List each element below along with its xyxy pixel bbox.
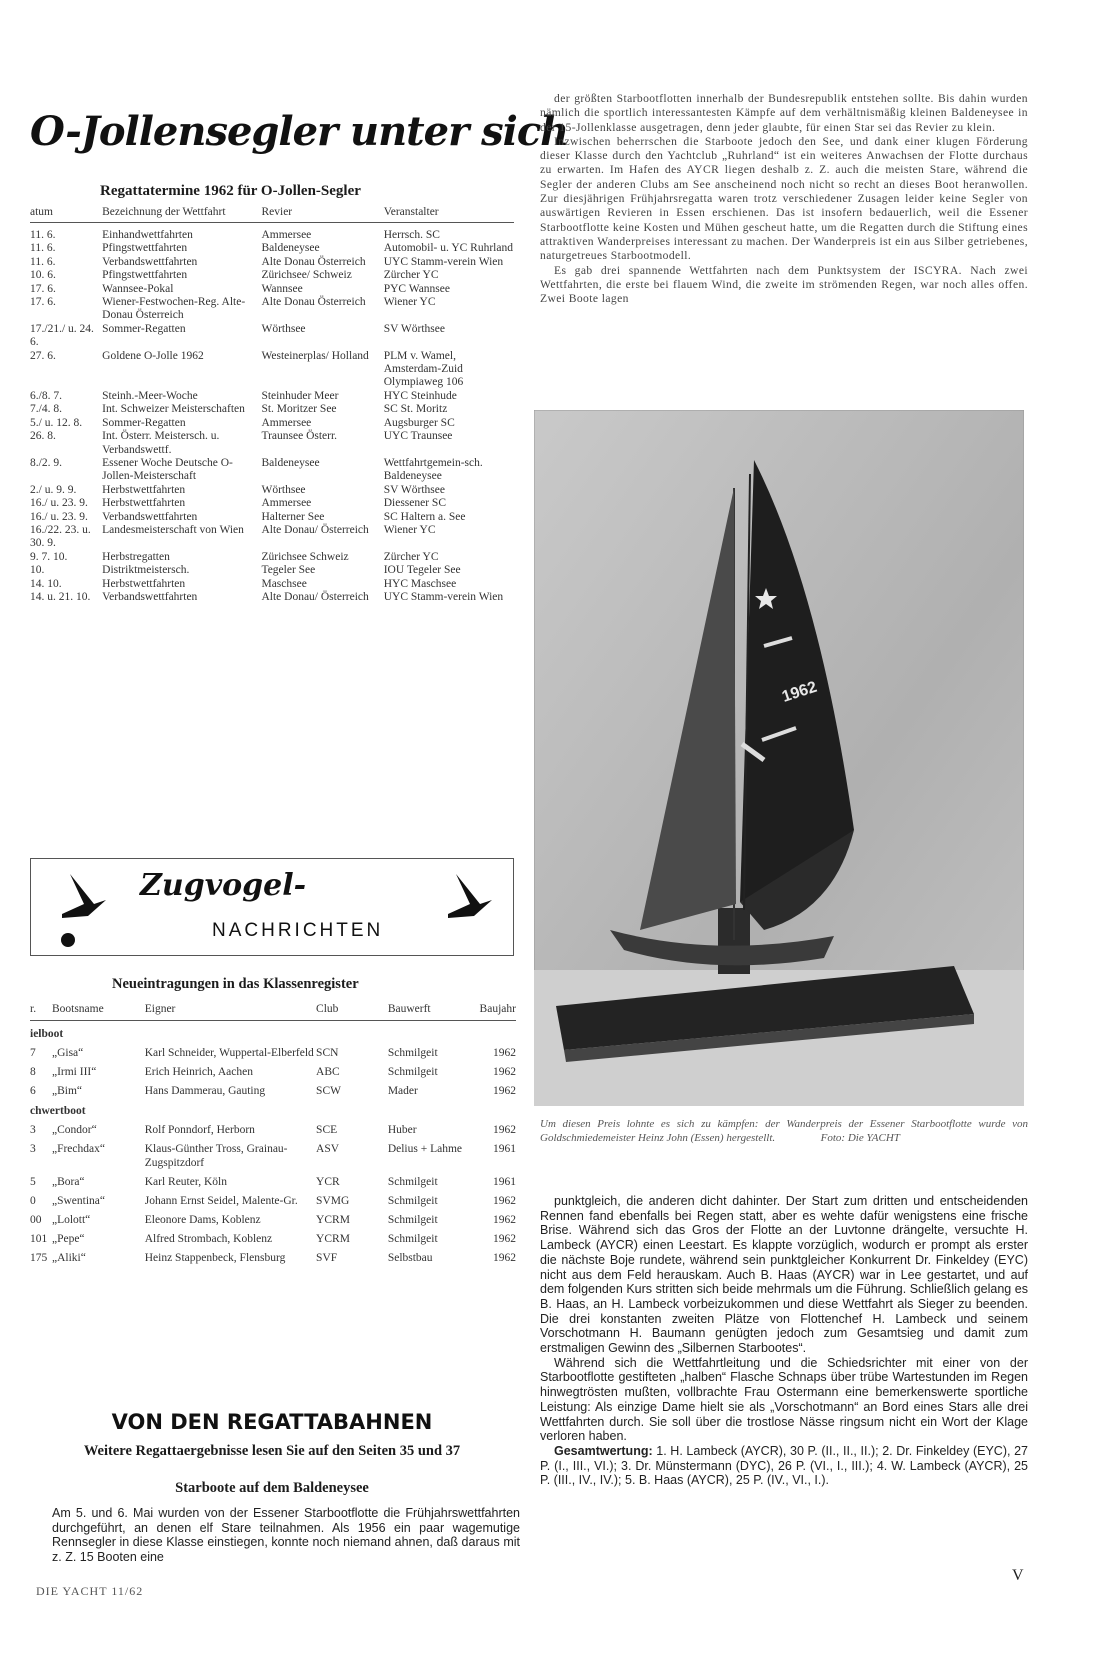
table-row (30, 1041, 516, 1060)
table-row (30, 430, 514, 457)
cell-bootsname: „Pepe“ (51, 1233, 85, 1245)
cell-organizer: UYC Stamm-verein Wien (383, 255, 504, 268)
cell-revier: Halterner See (261, 510, 325, 523)
col-bootsname: Bootsname (52, 1002, 145, 1021)
cell-bauwerft: Huber (387, 1124, 417, 1136)
cell-event: Distriktmeistersch. (102, 564, 190, 577)
cell-organizer: PYC Wannsee (383, 282, 450, 295)
cell-event: Herbstwettfahrten (102, 577, 186, 590)
section-heading-regattabahnen: VON DEN REGATTABAHNEN (111, 1410, 433, 1434)
section-row (30, 1098, 516, 1118)
cell-club: YCRM (316, 1233, 350, 1245)
cell-organizer: SV Wörthsee (383, 322, 445, 335)
table-row (30, 1079, 516, 1098)
cell-event: Einhandwettfahrten (102, 229, 193, 241)
cell-baujahr: 1962 (493, 1233, 516, 1245)
cell-revier: Alte Donau/ Österreich (261, 523, 369, 536)
cell-nr: 3 (30, 1124, 36, 1136)
cell-nr: 00 (30, 1214, 42, 1226)
cell-revier: Baldeneysee (261, 456, 320, 469)
table-row (30, 511, 514, 524)
cell-revier: Steinhuder Meer (261, 389, 339, 402)
cell-eigner: Johann Ernst Seidel, Malente-Gr. (144, 1195, 298, 1207)
cell-date: 2./ u. 9. 9. (30, 483, 77, 496)
cell-event: Int. Österr. Meistersch. u. Verbandswettf. (102, 430, 220, 456)
col-baujahr: Baujahr (480, 1002, 516, 1021)
cell-revier: Wörthsee (261, 483, 306, 496)
cell-revier: Ammersee (261, 229, 312, 241)
article-body (540, 1194, 1028, 1488)
table-row (30, 1208, 516, 1227)
cell-date: 17. 6. (30, 296, 56, 309)
col-bauwerft: Bauwerft (388, 1002, 480, 1021)
cell-revier: Wannsee (261, 282, 303, 295)
cell-date: 26. 8. (30, 430, 56, 443)
cell-eigner: Erich Heinrich, Aachen (144, 1066, 253, 1078)
trophy-photo (534, 410, 1024, 1106)
cell-revier: Zürichsee Schweiz (261, 550, 349, 563)
gesamtwertung-label: Gesamtwertung: (554, 1443, 653, 1458)
caption-text: Um diesen Preis lohnte es sich zu kämpfen: der Wanderpreis der Essener Starbootflotte wurde von Goldschmiedemeister Heinz John (Essen) hergestellt. (540, 1118, 1028, 1144)
swallow-bird-icon (58, 872, 110, 948)
photo-caption (540, 1117, 1028, 1145)
table-row (30, 484, 514, 497)
table-row (30, 551, 514, 564)
cell-event: Sommer-Regatten (102, 416, 186, 429)
cell-event: Verbandswettfahrten (102, 255, 198, 268)
cell-organizer: Automobil- u. YC Ruhrland (383, 242, 513, 255)
table-row (30, 1137, 516, 1170)
cell-baujahr: 1962 (493, 1047, 516, 1059)
table-row (30, 403, 514, 416)
cell-revier: Ammersee (261, 497, 312, 510)
gesamtwertung (540, 1444, 1028, 1488)
table-row (30, 1246, 516, 1265)
col-eigner: Eigner (145, 1002, 316, 1021)
paragraph: Während sich die Wettfahrtleitung und die Schiedsrichter mit einer von der Starbootflotte gestifteten „halben“ Flasche Schnaps über trübe Wartestunden im Regen hinwegtrösten mußten, vollbrachte Frau Ostermann eine bemerkenswerte sportliche Leistung: Als einzige Dame hielt sie als „Vorschotmann“ an Bord eines Stars alle drei Wettfahrten durch. Sie soll über die trostlose Nässe ringsum nicht ein Wort der Klage verloren haben. (540, 1355, 1028, 1444)
table-row (30, 578, 514, 591)
cell-event: Herbstwettfahrten (102, 497, 186, 510)
cell-event: Goldene O-Jolle 1962 (102, 349, 204, 362)
table-row (30, 1189, 516, 1208)
subheading-weitere: Weitere Regattaergebnisse lesen Sie auf den Seiten 35 und 37 (83, 1443, 461, 1459)
cell-eigner: Heinz Stappenbeck, Flensburg (144, 1252, 286, 1264)
table-row (30, 1227, 516, 1246)
table-row (30, 1118, 516, 1137)
cell-bootsname: „Condor“ (51, 1124, 97, 1136)
cell-nr: 5 (30, 1176, 36, 1188)
cell-eigner: Eleonore Dams, Koblenz (144, 1214, 261, 1226)
table-row (30, 497, 514, 510)
col-revier: Revier (261, 206, 293, 218)
cell-nr: 7 (30, 1047, 36, 1059)
cell-nr: 6 (30, 1085, 36, 1097)
table-row (30, 223, 514, 243)
magazine-footer: DIE YACHT 11/62 (36, 1584, 144, 1598)
cell-revier: Traunsee Österr. (261, 430, 338, 443)
cell-bootsname: „Bim“ (51, 1085, 82, 1097)
paragraph: der größten Starbootflotten innerhalb der Bundesrepublik entstehen sollte. Bis dahin wurden nämlich die sportlich interessantesten Kämpfe auf dem verhältnismäßig kleinen Baldeneysee in der 15-Jollenklasse ausgetragen, denn jeder glaubte, für einen Star sei das Revier zu klein. (540, 92, 1028, 134)
cell-eigner: Rolf Ponndorf, Herborn (144, 1124, 255, 1136)
klassen-header-row (30, 1002, 516, 1021)
article-continuation (540, 92, 1028, 306)
cell-bauwerft: Schmilgeit (387, 1176, 438, 1188)
cell-organizer: SC Haltern a. See (383, 510, 466, 523)
klassenregister-table (30, 1002, 516, 1265)
cell-date: 27. 6. (30, 349, 56, 362)
table-row (30, 269, 514, 282)
cell-bauwerft: Delius + Lahme (387, 1143, 463, 1155)
cell-event: Verbandswettfahrten (102, 510, 198, 523)
cell-nr: 0 (30, 1195, 36, 1207)
regatta-title: Regattatermine 1962 für O-Jollen-Segler (100, 183, 361, 199)
cell-event: Herbstwettfahrten (102, 483, 186, 496)
cell-organizer: HYC Maschsee (383, 577, 457, 590)
cell-club: ASV (316, 1143, 340, 1155)
col-event: Bezeichnung der Wettfahrt (102, 206, 226, 218)
cell-event: Verbandswettfahrten (102, 590, 198, 603)
regatta-rows (30, 223, 514, 605)
cell-revier: Wörthsee (261, 322, 306, 335)
table-row (30, 564, 514, 577)
cell-event: Sommer-Regatten (102, 322, 186, 335)
zugvogel-subtitle: NACHRICHTEN (212, 920, 384, 941)
cell-organizer: Wiener YC (383, 523, 436, 536)
cell-bootsname: „Frechdax“ (51, 1143, 105, 1155)
cell-bootsname: „Aliki“ (51, 1252, 86, 1264)
cell-date: 8./2. 9. (30, 456, 62, 469)
cell-organizer: HYC Steinhude (383, 389, 457, 402)
cell-revier: Alte Donau/ Österreich (261, 590, 369, 603)
cell-club: SCW (316, 1085, 341, 1097)
cell-date: 14. u. 21. 10. (30, 590, 91, 603)
cell-date: 10. 6. (30, 269, 56, 282)
cell-nr: 101 (30, 1233, 48, 1245)
page-number: V (1012, 1567, 1024, 1584)
cell-bootsname: „Bora“ (51, 1176, 85, 1188)
cell-eigner: Karl Reuter, Köln (144, 1176, 227, 1188)
cell-eigner: Hans Dammerau, Gauting (144, 1085, 266, 1097)
cell-revier: Alte Donau Österreich (261, 296, 366, 309)
table-row (30, 390, 514, 403)
table-row (30, 457, 514, 484)
cell-organizer: Augsburger SC (383, 416, 455, 429)
cell-event: Pfingstwettfahrten (102, 242, 188, 255)
cell-organizer: Herrsch. SC (383, 229, 440, 241)
photo-credit: Foto: Die YACHT (820, 1132, 900, 1144)
cell-event: Landesmeisterschaft von Wien (102, 523, 244, 536)
cell-date: 11. 6. (30, 229, 56, 241)
cell-date: 10. (30, 564, 45, 577)
cell-event: Herbstregatten (102, 550, 170, 563)
cell-revier: Baldeneysee (261, 242, 320, 255)
table-row (30, 350, 514, 390)
zugvogel-title: Zugvogel- (140, 868, 307, 903)
cell-date: 11. 6. (30, 255, 56, 268)
cell-date: 6./8. 7. (30, 389, 62, 402)
table-row (30, 323, 514, 350)
cell-event: Essener Woche Deutsche O-Jollen-Meisterschaft (102, 456, 233, 483)
cell-organizer: IOU Tegeler See (383, 564, 461, 577)
cell-eigner: Karl Schneider, Wuppertal-Elberfeld (144, 1047, 314, 1059)
klassenregister-title: Neueintragungen in das Klassenregister (112, 976, 359, 992)
cell-date: 5./ u. 12. 8. (30, 416, 83, 429)
cell-date: 14. 10. (30, 577, 62, 590)
section-label: chwertboot (30, 1105, 86, 1117)
cell-bootsname: „Irmi III“ (51, 1066, 97, 1078)
cell-bootsname: „Swentina“ (51, 1195, 105, 1207)
swallow-bird-icon (446, 872, 496, 924)
cell-date: 17./21./ u. 24. 6. (30, 322, 94, 349)
regatta-table (30, 206, 514, 604)
table-row (30, 256, 514, 269)
cell-nr: 175 (30, 1252, 48, 1264)
cell-organizer: Wiener YC (383, 296, 436, 309)
table-row (30, 524, 514, 551)
cell-revier: Zürichsee/ Schweiz (261, 269, 352, 282)
cell-revier: Alte Donau Österreich (261, 255, 366, 268)
subheading-starboote: Starboote auf dem Baldeneysee (175, 1480, 369, 1496)
col-organizer: Veranstalter (383, 206, 439, 218)
cell-revier: Westeinerplas/ Holland (261, 349, 369, 362)
table-row (30, 591, 514, 604)
paragraph: Es gab drei spannende Wettfahrten nach dem Punktsystem der ISCYRA. Nach zwei Wettfahrten, die erste bei flauem Wind, die zweite im strömenden Regen, war noch alles offen. Zwei Boote lagen (540, 263, 1028, 306)
cell-club: YCR (316, 1176, 340, 1188)
cell-revier: Tegeler See (261, 564, 316, 577)
cell-organizer: Zürcher YC (383, 550, 439, 563)
cell-club: SVMG (316, 1195, 350, 1207)
table-row (30, 296, 514, 323)
headline: O-Jollensegler unter sich (30, 108, 569, 155)
cell-event: Wannsee-Pokal (102, 282, 174, 295)
cell-baujahr: 1962 (493, 1124, 516, 1136)
cell-baujahr: 1962 (493, 1214, 516, 1226)
cell-bauwerft: Schmilgeit (387, 1066, 438, 1078)
cell-baujahr: 1962 (493, 1066, 516, 1078)
cell-date: 17. 6. (30, 282, 56, 295)
cell-date: 11. 6. (30, 242, 56, 255)
cell-bauwerft: Schmilgeit (387, 1195, 438, 1207)
cell-club: YCRM (316, 1214, 350, 1226)
klassen-rows (30, 1021, 516, 1266)
cell-organizer: SV Wörthsee (383, 483, 445, 496)
cell-club: SCN (316, 1047, 339, 1059)
col-date: atum (30, 206, 53, 218)
cell-eigner: Alfred Strombach, Koblenz (144, 1233, 273, 1245)
cell-event: Steinh.-Meer-Woche (102, 389, 198, 402)
cell-bauwerft: Schmilgeit (387, 1047, 438, 1059)
col-club: Club (316, 1002, 388, 1021)
cell-bauwerft: Schmilgeit (387, 1233, 438, 1245)
cell-bauwerft: Schmilgeit (387, 1214, 438, 1226)
cell-date: 16./ u. 23. 9. (30, 510, 88, 523)
section-label: ielboot (30, 1028, 64, 1040)
cell-event: Int. Schweizer Meisterschaften (102, 403, 245, 416)
table-row (30, 242, 514, 255)
table-row (30, 1170, 516, 1189)
cell-organizer: Zürcher YC (383, 269, 439, 282)
cell-baujahr: 1962 (493, 1252, 516, 1264)
section-row (30, 1021, 516, 1042)
cell-baujahr: 1961 (493, 1143, 516, 1155)
cell-revier: St. Moritzer See (261, 403, 337, 416)
cell-nr: 8 (30, 1066, 36, 1078)
cell-revier: Ammersee (261, 416, 312, 429)
cell-event: Pfingstwettfahrten (102, 269, 188, 282)
cell-bauwerft: Selbstbau (387, 1252, 433, 1264)
cell-organizer: Diessener SC (383, 497, 447, 510)
gesamtwertung-text: 1. H. Lambeck (AYCR), 30 P. (II., II., II.); 2. Dr. Finkeldey (EYC), 27 P. (I., III., VI.); 3. Dr. Münstermann (DYC), 26 P. (VI., I., III.); 4. W. Lambeck (AYCR), 25 P. (III., IV., IV.); 5. B. Haas (AYCR), 25 P. (IV., VI., I.). (540, 1443, 1028, 1488)
cell-event: Wiener-Festwochen-Reg. Alte-Donau Österreich (102, 296, 246, 322)
cell-club: SVF (316, 1252, 338, 1264)
cell-organizer: PLM v. Wamel, Amsterdam-Zuid Olympiaweg 106 (383, 349, 464, 389)
paragraph: punktgleich, die anderen dicht dahinter. Der Start zum dritten und entscheidenden Rennen fand ebenfalls bei Regen statt, aber es wehte dafür wenigstens eine frische Brise. Während sich das Gros der Flotte an der Luvtonne drängelte, versuchte H. Lambeck (AYCR) einen Leestart. Es klappte vorzüglich, wodurch er prompt als erster die nächste Boje rundete, während sein punktgleicher Konkurrent Dr. Finkeldey (EYC) nicht aus dem Feld herauskam. Auch B. Haas (AYCR) war in Lee gestartet, und auf dem folgenden Kurs stritten sich beide mehrmals um die Führung. Schließlich gelang es B. Haas, an H. Lambeck vorbeizukommen und diese Wettfahrt als Sieger zu beenden. Die drei konstanten zweiten Plätze von Flottenchef H. Lambeck und seinem Vorschotmann H. Baumann genügten jedoch zum Gesamtsieg und damit zum erstmaligen Gewinn des „Silbernen Starbootes“. (540, 1194, 1028, 1356)
cell-bauwerft: Mader (387, 1085, 418, 1097)
article-intro: Am 5. und 6. Mai wurden von der Essener Starbootflotte die Frühjahrswettfahrten durchgeführt, an denen elf Stare teilnahmen. Als 1956 ein paar wagemutige Rennsegler in diese Klasse einstiegen, konnte noch niemand ahnen, daß daraus mit z. Z. 15 Booten eine (52, 1506, 520, 1564)
cell-club: ABC (316, 1066, 340, 1078)
cell-organizer: SC St. Moritz (383, 403, 448, 416)
cell-baujahr: 1962 (493, 1085, 516, 1097)
cell-nr: 3 (30, 1143, 36, 1155)
sail-number: 1962 (779, 678, 820, 706)
col-nr: r. (30, 1002, 52, 1021)
table-row (30, 283, 514, 296)
cell-bootsname: „Lolott“ (51, 1214, 91, 1226)
cell-date: 16./ u. 23. 9. (30, 497, 88, 510)
cell-eigner: Klaus-Günther Tross, Grainau-Zugspitzdorf (144, 1143, 288, 1169)
cell-baujahr: 1961 (493, 1176, 516, 1188)
cell-date: 9. 7. 10. (30, 550, 68, 563)
cell-date: 7./4. 8. (30, 403, 62, 416)
cell-organizer: UYC Traunsee (383, 430, 453, 443)
cell-bootsname: „Gisa“ (51, 1047, 84, 1059)
cell-revier: Maschsee (261, 577, 307, 590)
table-row (30, 417, 514, 430)
cell-club: SCE (316, 1124, 338, 1136)
cell-date: 16./22. 23. u. 30. 9. (30, 523, 91, 550)
cell-organizer: UYC Stamm-verein Wien (383, 590, 504, 603)
paragraph: Inzwischen beherrschen die Starboote jedoch den See, und dank einer klugen Förderung dieser Klasse durch den Yachtclub „Ruhrland“ ist ein weiteres Anwachsen der Flotte durchaus zu erwarten. Im Hafen des AYCR liegen deshalb z. Z. auch die meisten Stare, während die Segler der anderen Clubs am See anscheinend noch nicht so recht an dieses Boot heranwollen. Zur diesjährigen Frühjahrsregatta waren trotz verschiedener Zusagen leider keine Segler von auswärtigen Revieren in Essen erschienen. Das ist insofern bedauerlich, weil die Essener Starbootflotte keine Kosten und Mühen gescheut hatte, um die Regatten durch die Stiftung eines attraktiven Wanderpreises interessant zu machen. Der Wanderpreis ist ein aus Silber getriebenes, naturgetreues Starbootmodell. (540, 134, 1028, 263)
cell-organizer: Wettfahrtgemein-sch. Baldeneysee (383, 456, 483, 483)
table-row (30, 1060, 516, 1079)
cell-baujahr: 1962 (493, 1195, 516, 1207)
regatta-header-row (30, 206, 514, 223)
